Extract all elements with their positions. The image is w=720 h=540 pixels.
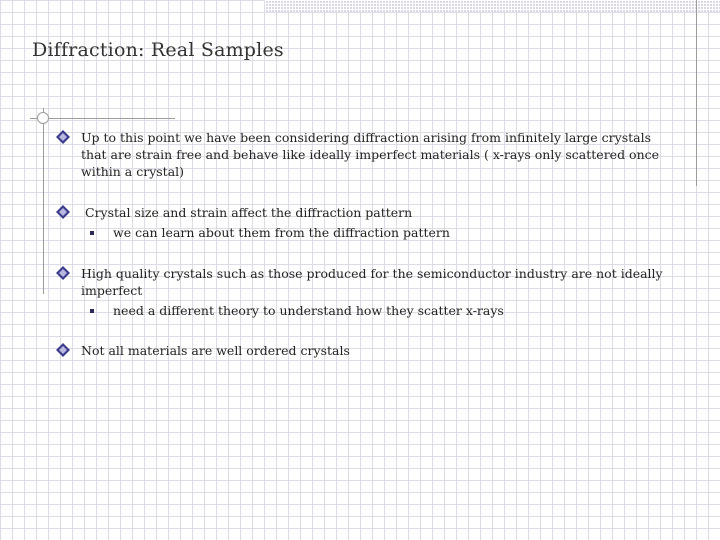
diamond-bullet-icon [56, 130, 70, 144]
decorative-vertical-rule-left [43, 108, 44, 294]
diamond-bullet-icon [56, 343, 70, 357]
bullet-text: High quality crystals such as those produced for the semiconductor industry are not ideally imperfect [81, 266, 663, 298]
bullet-text: Crystal size and strain affect the diffraction pattern [85, 205, 413, 220]
sub-bullet-item [81, 302, 666, 319]
bullet-text: Not all materials are well ordered crystals [81, 343, 350, 358]
square-bullet-icon [90, 309, 94, 313]
bullet-text: Up to this point we have been considering diffraction arising from infinitely large crystals that are strain free and behave like ideally imperfect materials ( x-rays only scattered once within a crystal) [81, 130, 660, 179]
slide-title: Diffraction: Real Samples [32, 39, 284, 61]
diamond-bullet-icon [56, 205, 70, 219]
bullet-item-3 [81, 265, 666, 319]
decorative-horizontal-rule [30, 118, 175, 119]
sub-bullet-text: need a different theory to understand how they scatter x-rays [113, 303, 504, 318]
decorative-circle [37, 112, 49, 124]
sub-bullet-text: we can learn about them from the diffraction pattern [113, 225, 450, 240]
bullet-item-2 [81, 204, 671, 241]
bullet-item-4 [81, 342, 666, 359]
decorative-header-pattern [265, 0, 720, 12]
bullet-item-1 [81, 129, 666, 180]
decorative-vertical-rule-right [696, 0, 697, 186]
sub-bullet-item [81, 224, 671, 241]
diamond-bullet-icon [56, 266, 70, 280]
square-bullet-icon [90, 231, 94, 235]
